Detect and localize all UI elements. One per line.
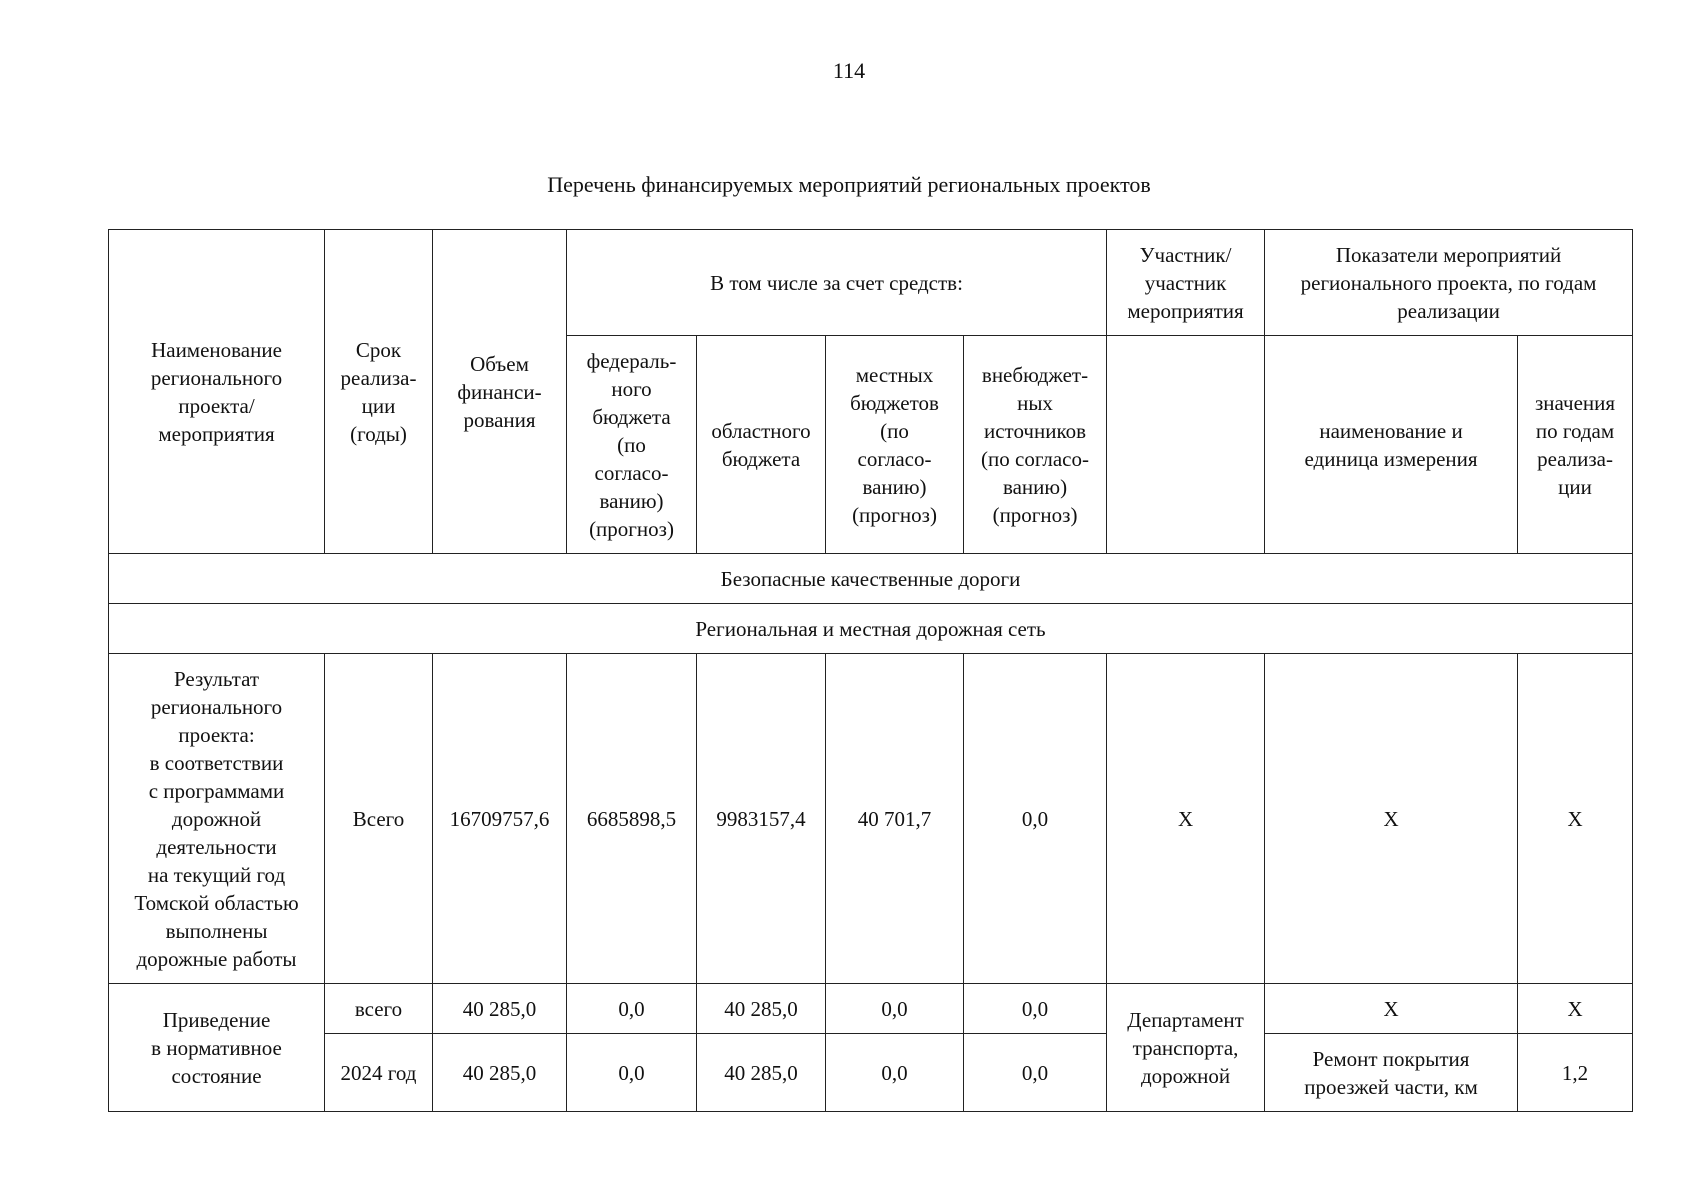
financing-table (108, 229, 1633, 1112)
activity-total-volume: 40 285,0 (433, 984, 567, 1034)
activity-row-2024 (109, 1034, 1633, 1112)
activity-total-term: всего (325, 984, 433, 1034)
result-regional: 9983157,4 (697, 654, 826, 984)
activity-2024-indicator-values: 1,2 (1518, 1034, 1633, 1112)
activity-2024-term: 2024 год (325, 1034, 433, 1112)
activity-total-local: 0,0 (826, 984, 964, 1034)
activity-2024-regional: 40 285,0 (697, 1034, 826, 1112)
section-subproject: Региональная и местная дорожная сеть (109, 604, 1633, 654)
page-title: Перечень финансируемых мероприятий региональных проектов (547, 172, 1151, 197)
result-name: Результат регионального проекта: в соответствии с программами дорожной деятельности на текущий год Томской областью выполнены дорожные работы (109, 654, 325, 984)
header-term: Срок реализа- ции (годы) (325, 230, 433, 554)
activity-participant: Департамент транспорта, дорожной (1107, 984, 1265, 1112)
result-indicator-name: Х (1265, 654, 1518, 984)
header-local: местных бюджетов (по согласо- ванию) (прогноз) (826, 336, 964, 554)
header-extra: внебюджет- ных источников (по согласо- ванию) (прогноз) (964, 336, 1107, 554)
activity-name: Приведение в нормативное состояние (109, 984, 325, 1112)
page-number: 114 (832, 58, 866, 83)
activity-total-federal: 0,0 (567, 984, 697, 1034)
activity-2024-federal: 0,0 (567, 1034, 697, 1112)
activity-total-extra: 0,0 (964, 984, 1107, 1034)
result-indicator-values: Х (1518, 654, 1633, 984)
section-row-project (109, 554, 1633, 604)
result-participant: Х (1107, 654, 1265, 984)
header-participant: Участник/ участник мероприятия (1107, 230, 1265, 336)
header-regional: областного бюджета (697, 336, 826, 554)
header-volume: Объем финанси- рования (433, 230, 567, 554)
activity-total-regional: 40 285,0 (697, 984, 826, 1034)
result-volume: 16709757,6 (433, 654, 567, 984)
header-name: Наименование регионального проекта/ мероприятия (109, 230, 325, 554)
activity-2024-volume: 40 285,0 (433, 1034, 567, 1112)
activity-2024-local: 0,0 (826, 1034, 964, 1112)
result-local: 40 701,7 (826, 654, 964, 984)
activity-total-indicator-name: Х (1265, 984, 1518, 1034)
header-indicator-values: значения по годам реализа- ции (1518, 336, 1633, 554)
header-row-1 (109, 230, 1633, 336)
result-term: Всего (325, 654, 433, 984)
activity-total-indicator-values: Х (1518, 984, 1633, 1034)
section-project: Безопасные качественные дороги (109, 554, 1633, 604)
header-participant-empty (1107, 336, 1265, 554)
header-indicator-name: наименование и единица измерения (1265, 336, 1518, 554)
header-federal: федераль- ного бюджета (по согласо- ванию) (прогноз) (567, 336, 697, 554)
result-federal: 6685898,5 (567, 654, 697, 984)
result-row (109, 654, 1633, 984)
header-including-funds: В том числе за счет средств: (567, 230, 1107, 336)
result-extra: 0,0 (964, 654, 1107, 984)
activity-2024-indicator-name: Ремонт покрытия проезжей части, км (1265, 1034, 1518, 1112)
activity-row-total (109, 984, 1633, 1034)
header-indicators: Показатели мероприятий регионального проекта, по годам реализации (1265, 230, 1633, 336)
activity-2024-extra: 0,0 (964, 1034, 1107, 1112)
section-row-subproject (109, 604, 1633, 654)
